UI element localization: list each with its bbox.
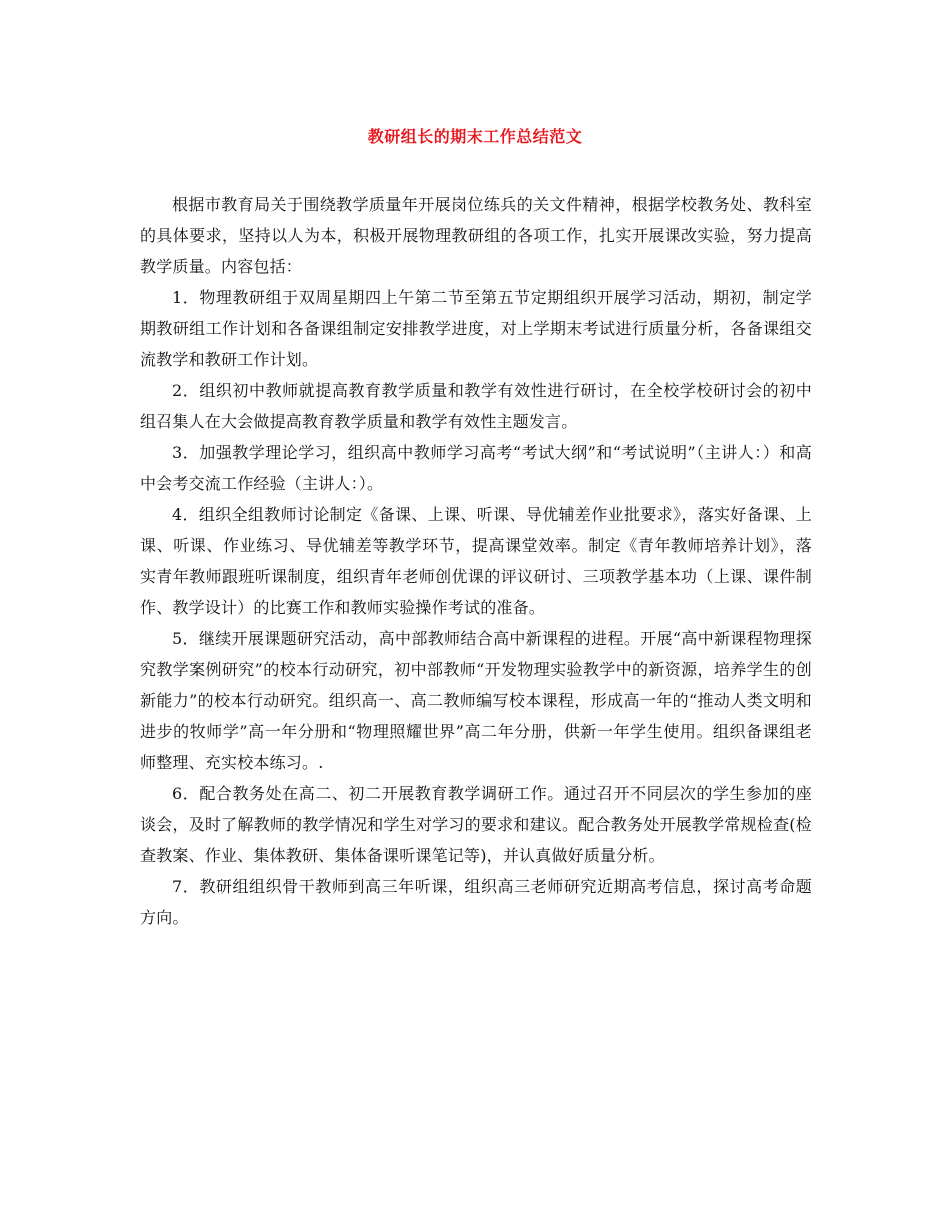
document-title: 教研组长的期末工作总结范文 [367, 127, 583, 146]
paragraph-item-6: 6．配合教务处在高二、初二开展教育教学调研工作。通过召开不同层次的学生参加的座谈会，及时了解教师的教学情况和学生对学习的要求和建议。配合教务处开展教学常规检查(检查教案、作业、集体教研、集体备课听课笔记等)，并认真做好质量分析。 [140, 784, 812, 865]
paragraph-intro: 根据市教育局关于围绕教学质量年开展岗位练兵的关文件精神，根据学校教务处、教科室的具体要求，坚持以人为本，积极开展物理教研组的各项工作，扎实开展课改实验，努力提高教学质量。内容包括： [140, 195, 812, 276]
document-body [140, 189, 812, 933]
paragraph-item-5: 5．继续开展课题研究活动，高中部教师结合高中新课程的进程。开展“高中新课程物理探究教学案例研究”的校本行动研究，初中部教师“开发物理实验教学中的新资源，培养学生的创新能力”的校本行动研究。组织高一、高二教师编写校本课程，形成高一年的“推动人类文明和进步的牧师学”高一年分册和“物理照耀世界”高二年分册，供新一年学生使用。组织备课组老师整理、充实校本练习。. [140, 629, 812, 772]
paragraph-item-7: 7．教研组组织骨干教师到高三年听课，组织高三老师研究近期高考信息，探讨高考命题方向。 [140, 877, 812, 927]
paragraph-item-1: 1．物理教研组于双周星期四上午第二节至第五节定期组织开展学习活动，期初，制定学期教研组工作计划和各备课组制定安排教学进度，对上学期末考试进行质量分析，各备课组交流教学和教研工作计划。 [140, 288, 812, 369]
paragraph-item-4: 4．组织全组教师讨论制定《备课、上课、听课、导优辅差作业批要求》，落实好备课、上课、听课、作业练习、导优辅差等教学环节，提高课堂效率。制定《青年教师培养计划》，落实青年教师跟班听课制度，组织青年老师创优课的评议研讨、三项教学基本功（上课、课件制作、教学设计）的比赛工作和教师实验操作考试的准备。 [140, 505, 812, 617]
paragraph-item-2: 2．组织初中教师就提高教育教学质量和教学有效性进行研讨，在全校学校研讨会的初中组召集人在大会做提高教育教学质量和教学有效性主题发言。 [140, 381, 812, 431]
paragraph-item-3: 3．加强教学理论学习，组织高中教师学习高考“考试大纲”和“考试说明”（主讲人：）和高中会考交流工作经验（主讲人：）。 [140, 443, 812, 493]
